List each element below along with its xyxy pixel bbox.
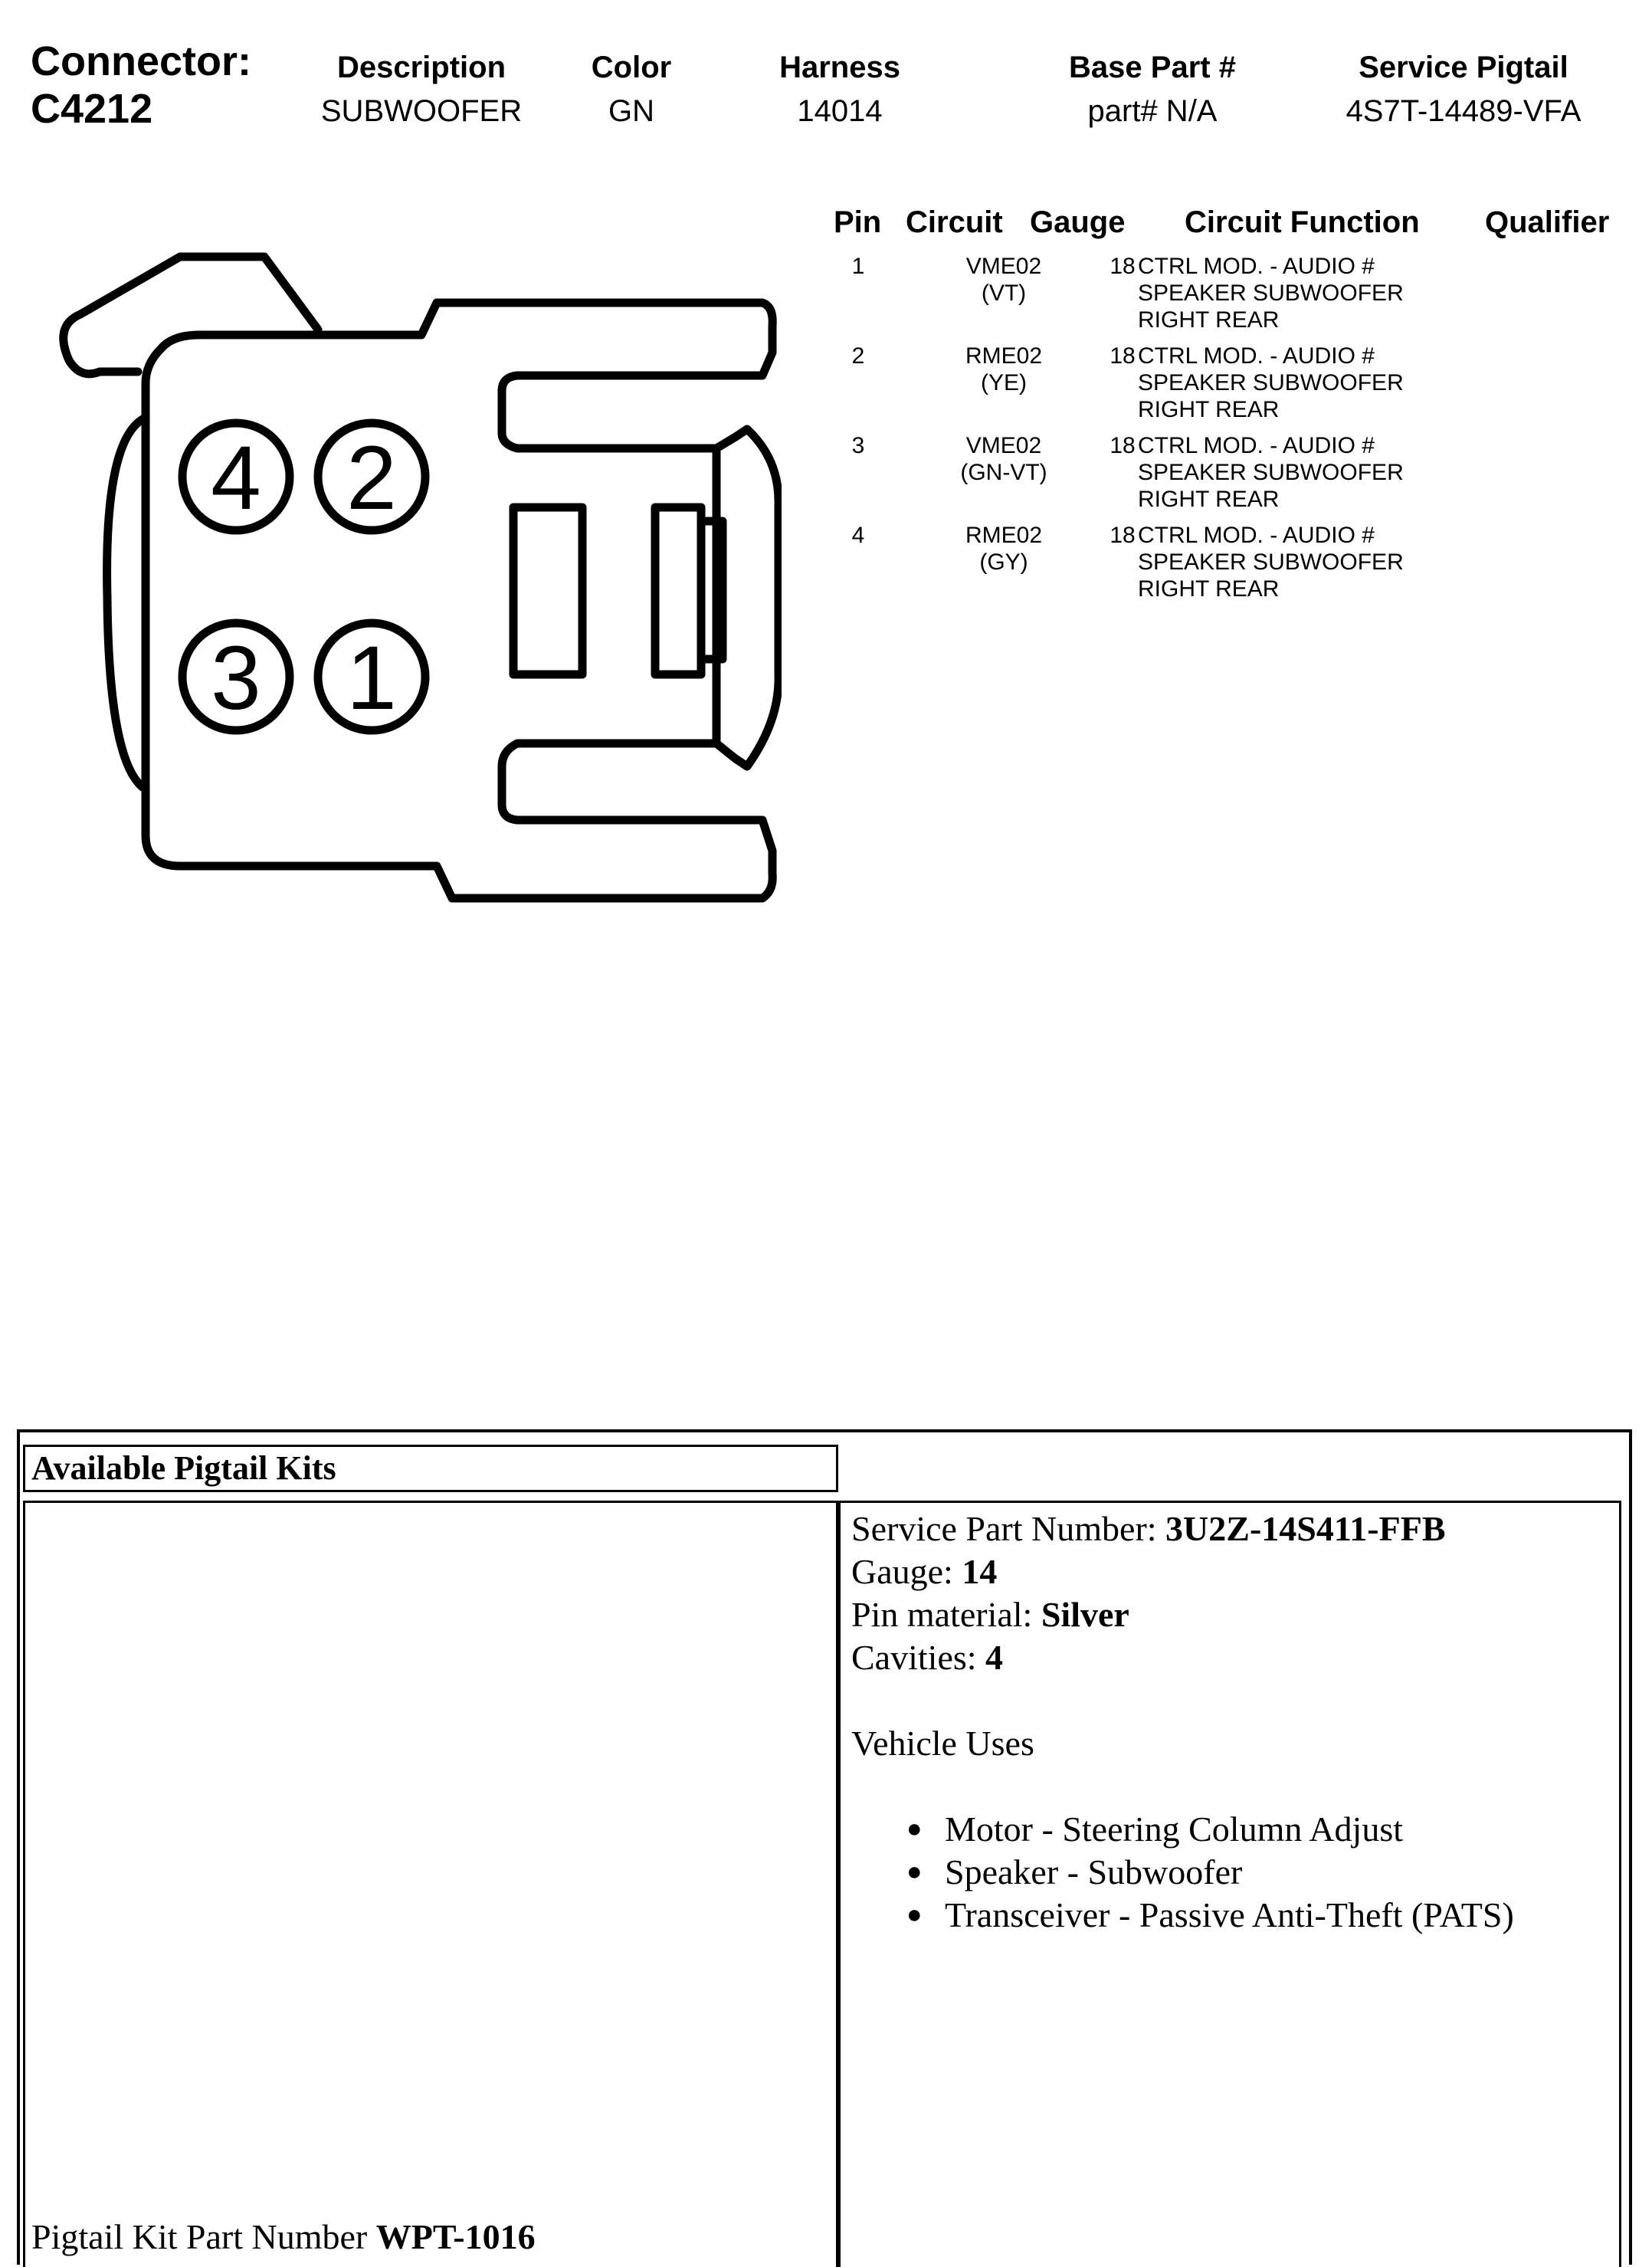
qualifier-header: Qualifier [1485,205,1610,239]
connector-latch [80,257,318,330]
pin-material-label: Pin material: [851,1595,1041,1634]
function-line: CTRL MOD. - AUDIO # [1138,433,1375,458]
function-line: SPEAKER SUBWOOFER [1138,370,1404,395]
table-row [812,343,1624,433]
harness-header: Harness [779,51,900,84]
connector-id: C4212 [31,86,153,132]
color-header: Color [591,51,672,84]
vehicle-use: Speaker - Subwoofer [945,1852,1243,1891]
pin-number: 3 [851,433,865,458]
circuit-id: VME02 [965,433,1042,458]
connector-slot-left [513,507,582,674]
kit-number-label: Pigtail Kit Part Number [31,2217,376,2256]
connector-slot-right [655,507,701,674]
wire-color: (VT) [981,281,1027,306]
table-row [812,253,1624,343]
wire-color: (GN-VT) [960,460,1047,485]
function-line: CTRL MOD. - AUDIO # [1138,343,1375,369]
color-value: GN [608,94,654,128]
function-line: SPEAKER SUBWOOFER [1138,281,1404,306]
pigtail-kit-details [851,1508,1514,1937]
table-row [812,522,1624,612]
service-part-label: Service Part Number: [851,1509,1166,1548]
pigtail-kit-part-number [31,2216,536,2258]
circuit-id: RME02 [965,343,1043,369]
list-item [906,1851,1514,1894]
function-line: RIGHT REAR [1138,487,1280,512]
connector-label: Connector: [31,38,251,84]
function-line: RIGHT REAR [1138,307,1280,333]
function-cell [1138,253,1598,333]
cavities-line [851,1636,1514,1679]
gauge-value: 14 [962,1552,998,1591]
list-item [906,1894,1514,1937]
service-pigtail-column [1318,49,1609,130]
wire-color: (YE) [981,370,1027,395]
connector-key-tab [701,521,723,659]
pin-number: 2 [851,343,865,369]
pigtail-kit-image-cell [23,1501,838,2267]
circuit-header: Circuit [906,205,1003,239]
bullet-icon: ● [906,1901,923,1929]
function-cell [1138,343,1598,423]
pin-header: Pin [834,205,882,239]
function-line: RIGHT REAR [1138,576,1280,602]
gauge-cell: 18 [1110,343,1136,369]
gauge-line [851,1550,1514,1593]
gauge-cell: 18 [1110,254,1136,279]
gauge-cell: 18 [1110,523,1136,548]
pin-material-line [851,1593,1514,1636]
function-cell [1138,432,1598,513]
cavity-label-2: 2 [346,428,397,529]
cavity-label-3: 3 [211,628,261,729]
cavities-value: 4 [985,1638,1004,1677]
base-part-column [1007,49,1298,130]
bullet-icon: ● [906,1858,923,1886]
pin-number: 4 [851,523,865,548]
function-line: SPEAKER SUBWOOFER [1138,550,1404,575]
connector-left-bulge [107,418,146,789]
function-cell [1138,522,1598,602]
cavities-label: Cavities: [851,1638,986,1677]
pin-material-value: Silver [1041,1595,1129,1634]
service-pigtail-value: 4S7T-14489-VFA [1346,94,1582,128]
gauge-cell: 18 [1110,433,1136,458]
description-header: Description [336,51,506,84]
vehicle-uses-heading: Vehicle Uses [851,1724,1034,1763]
function-line: SPEAKER SUBWOOFER [1138,460,1404,485]
gauge-label: Gauge: [851,1552,962,1591]
service-part-line [851,1508,1514,1550]
vehicle-use: Transceiver - Passive Anti-Theft (PATS) [945,1895,1514,1934]
kit-number-value: WPT-1016 [375,2217,536,2256]
pigtail-kits-title: Available Pigtail Kits [23,1445,838,1492]
harness-value: 14014 [797,94,883,128]
gauge-header: Gauge [1030,205,1126,239]
base-part-header: Base Part # [1069,51,1236,84]
function-line: CTRL MOD. - AUDIO # [1138,523,1375,548]
connector-body-outline [146,303,778,898]
function-line: RIGHT REAR [1138,397,1280,422]
vehicle-uses-list [851,1808,1514,1937]
pin-number: 1 [851,254,865,279]
connector-latch-hook [64,314,138,374]
service-part-value: 3U2Z-14S411-FFB [1165,1509,1446,1548]
bullet-icon: ● [906,1815,923,1843]
vehicle-use: Motor - Steering Column Adjust [945,1809,1403,1849]
connector-face-diagram [46,230,782,920]
cavity-label-1: 1 [346,628,397,729]
function-line: CTRL MOD. - AUDIO # [1138,254,1375,279]
description-value: SUBWOOFER [320,94,523,128]
circuit-id: RME02 [965,523,1043,548]
table-row [812,432,1624,523]
base-part-value: part# N/A [1087,94,1218,128]
service-pigtail-header: Service Pigtail [1359,51,1568,84]
cavity-label-4: 4 [211,428,261,529]
wire-color: (GY) [979,550,1028,575]
list-item [906,1808,1514,1851]
harness-column [694,49,985,130]
pigtail-kit-details-cell [838,1501,1621,2267]
circuit-function-header: Circuit Function [1185,205,1420,239]
circuit-id: VME02 [965,254,1042,279]
